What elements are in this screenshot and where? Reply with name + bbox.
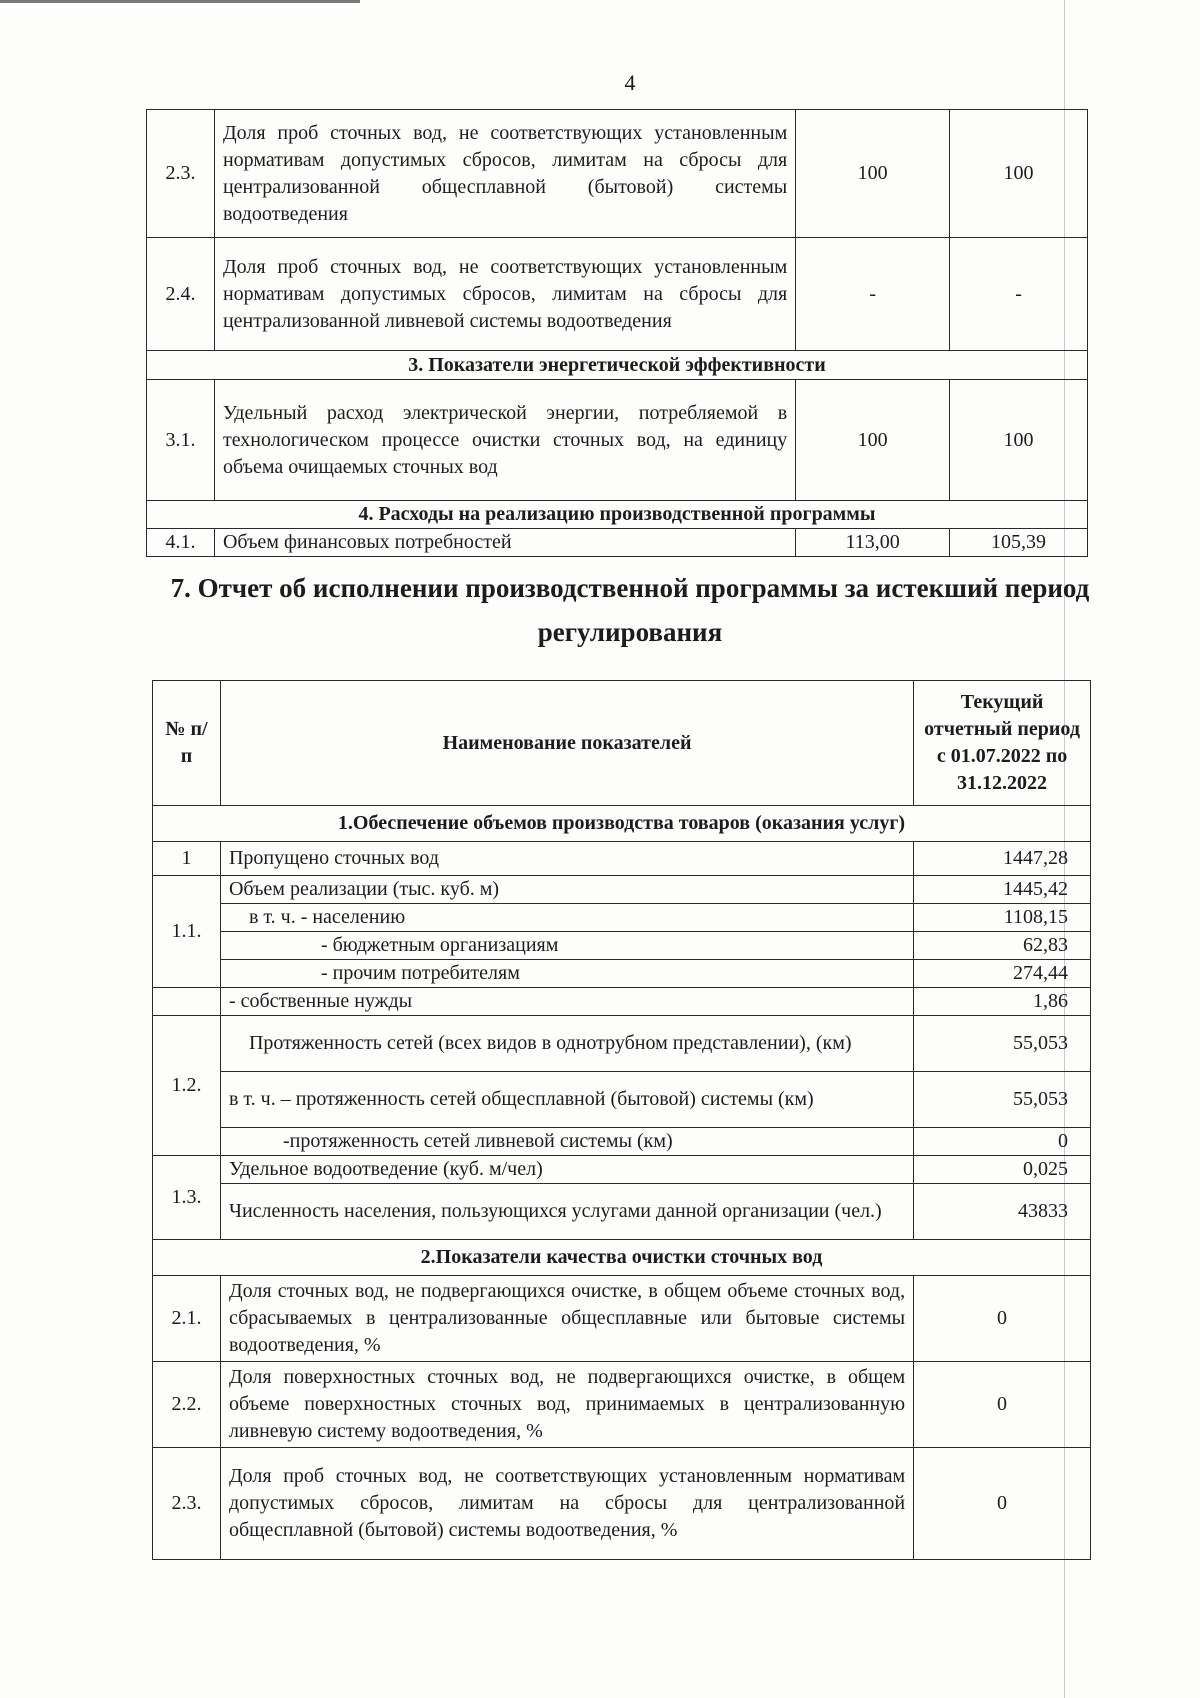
row-number: 2.3. — [147, 110, 215, 238]
report-table — [152, 680, 1091, 1560]
indicator-name: - бюджетным организациям — [220, 932, 913, 960]
indicator-value: 43833 — [914, 1184, 1091, 1240]
report-heading: 7. Отчет об исполнении производственной программы за истекший период — [170, 573, 1090, 603]
indicator-value: 1108,15 — [914, 904, 1091, 932]
table-row — [147, 380, 1088, 501]
row-number: 3.1. — [147, 380, 215, 501]
indicator-value: 0 — [914, 1362, 1091, 1448]
report-heading-continued: регулирования — [537, 617, 723, 647]
indicator-value: 100 — [950, 380, 1088, 501]
indicator-value: 105,39 — [950, 529, 1088, 557]
indicator-name: Пропущено сточных вод — [220, 842, 913, 876]
indicator-name: Протяженность сетей (всех видов в однотрубном представлении), (км) — [220, 1016, 913, 1072]
table-row — [147, 238, 1088, 351]
section-row — [153, 806, 1091, 842]
indicator-value: 55,053 — [914, 1016, 1091, 1072]
indicator-value: 1445,42 — [914, 876, 1091, 904]
table-header-row — [153, 681, 1091, 806]
indicator-value: 100 — [796, 380, 950, 501]
scan-edge — [0, 0, 360, 3]
section-title: 2.Показатели качества очистки сточных вод — [153, 1240, 1091, 1276]
top-table — [146, 109, 1088, 557]
indicator-value: 0 — [914, 1276, 1091, 1362]
indicator-name: - собственные нужды — [220, 988, 913, 1016]
indicator-value: - — [950, 238, 1088, 351]
row-number: 2.4. — [147, 238, 215, 351]
indicator-name: - прочим потребителям — [220, 960, 913, 988]
row-number — [153, 988, 221, 1016]
table-row — [153, 1448, 1091, 1560]
indicator-value: 0 — [914, 1448, 1091, 1560]
table-row — [153, 932, 1091, 960]
indicator-name: Объем финансовых потребностей — [214, 529, 795, 557]
indicator-value: 0 — [914, 1128, 1091, 1156]
table-row — [147, 529, 1088, 557]
table-row — [153, 1156, 1091, 1184]
indicator-value: - — [796, 238, 950, 351]
row-number: 1.3. — [153, 1156, 221, 1240]
row-number: 1.2. — [153, 1016, 221, 1156]
row-number: 1.1. — [153, 876, 221, 988]
section-row — [147, 351, 1088, 380]
indicator-name: Доля сточных вод, не подвергающихся очистке, в общем объеме сточных вод, сбрасываемых в централизованные общесплавные или бытовые системы водоотведения, % — [220, 1276, 913, 1362]
table-row — [153, 1072, 1091, 1128]
table-row — [153, 1362, 1091, 1448]
row-number: 2.1. — [153, 1276, 221, 1362]
indicator-name: Объем реализации (тыс. куб. м) — [220, 876, 913, 904]
table-row — [153, 1128, 1091, 1156]
indicator-name: -протяженность сетей ливневой системы (км) — [220, 1128, 913, 1156]
indicator-value: 0,025 — [914, 1156, 1091, 1184]
indicator-name: Численность населения, пользующихся услугами данной организации (чел.) — [220, 1184, 913, 1240]
indicator-name: в т. ч. – протяженность сетей общесплавной (бытовой) системы (км) — [220, 1072, 913, 1128]
row-number: 2.3. — [153, 1448, 221, 1560]
row-number: 2.2. — [153, 1362, 221, 1448]
indicator-name: Доля проб сточных вод, не соответствующих установленным нормативам допустимых сбросов, лимитам на сбросы для централизованной ливневой системы водоотведения — [214, 238, 795, 351]
table-row — [153, 1184, 1091, 1240]
row-number: 1 — [153, 842, 221, 876]
section-row — [153, 1240, 1091, 1276]
table-row — [153, 1016, 1091, 1072]
indicator-value: 100 — [796, 110, 950, 238]
indicator-value: 62,83 — [914, 932, 1091, 960]
page-number: 4 — [624, 70, 636, 95]
indicator-name: Доля поверхностных сточных вод, не подвергающихся очистке, в общем объеме поверхностных сточных вод, принимаемых в централизованную ливневую систему водоотведения, % — [220, 1362, 913, 1448]
indicator-value: 113,00 — [796, 529, 950, 557]
table-row — [153, 904, 1091, 932]
column-header-period: Текущий отчетный период с 01.07.2022 по 31.12.2022 — [914, 681, 1091, 806]
column-header-number: № п/п — [153, 681, 221, 806]
table-row — [147, 110, 1088, 238]
indicator-value: 274,44 — [914, 960, 1091, 988]
table-row — [153, 988, 1091, 1016]
column-header-name: Наименование показателей — [220, 681, 913, 806]
indicator-value: 100 — [950, 110, 1088, 238]
table-row — [153, 842, 1091, 876]
indicator-name: Доля проб сточных вод, не соответствующих установленным нормативам допустимых сбросов, лимитам на сбросы для централизованной общесплавной (бытовой) системы водоотведения — [214, 110, 795, 238]
indicator-name: Доля проб сточных вод, не соответствующих установленным нормативам допустимых сбросов, лимитам на сбросы для централизованной общесплавной (бытовой) системы водоотведения, % — [220, 1448, 913, 1560]
indicator-value: 1,86 — [914, 988, 1091, 1016]
indicator-name: Удельное водоотведение (куб. м/чел) — [220, 1156, 913, 1184]
row-number: 4.1. — [147, 529, 215, 557]
section-title: 4. Расходы на реализацию производственной программы — [147, 501, 1088, 529]
table-row — [153, 1276, 1091, 1362]
indicator-name: в т. ч. - населению — [220, 904, 913, 932]
table-row — [153, 876, 1091, 904]
section-row — [147, 501, 1088, 529]
table-row — [153, 960, 1091, 988]
indicator-value: 55,053 — [914, 1072, 1091, 1128]
indicator-value: 1447,28 — [914, 842, 1091, 876]
indicator-name: Удельный расход электрической энергии, потребляемой в технологическом процессе очистки сточных вод, на единицу объема очищаемых сточных вод — [214, 380, 795, 501]
section-title: 1.Обеспечение объемов производства товаров (оказания услуг) — [153, 806, 1091, 842]
section-title: 3. Показатели энергетической эффективности — [147, 351, 1088, 380]
